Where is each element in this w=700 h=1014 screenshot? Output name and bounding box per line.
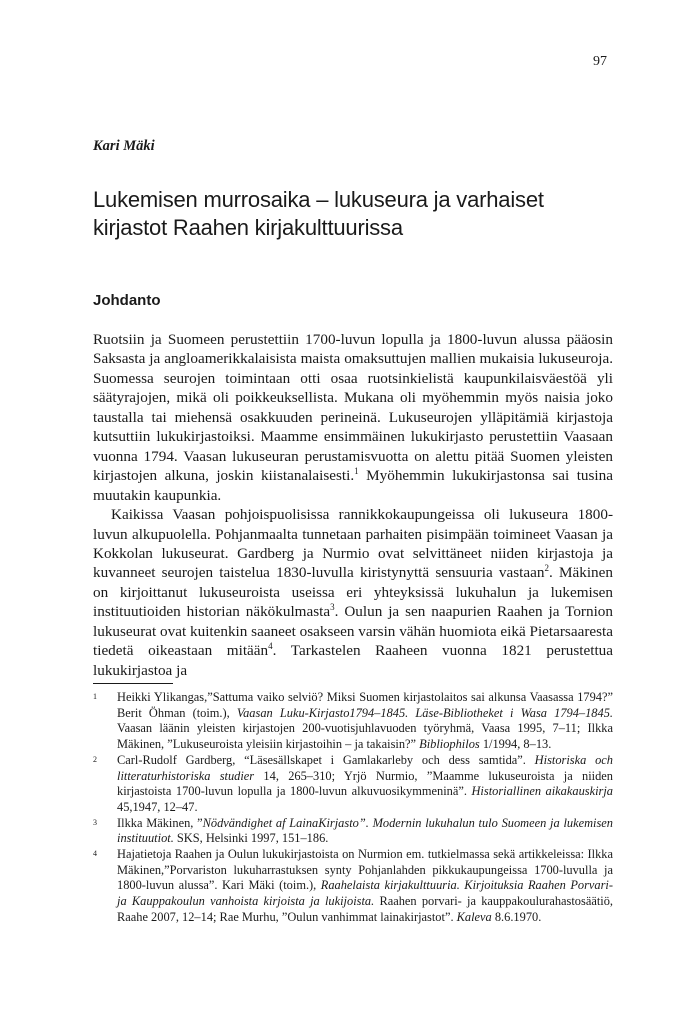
footnote-ref[interactable]: 1: [354, 466, 359, 477]
paragraph-text: . Oulun ja sen naapurien Raahen ja Tornion lukuseurat ovat kuitenkin saaneet osakseen varsin vähän huomiota eikä Pietarsaaresta tiedetä oikeastaan mitään: [93, 603, 613, 660]
footnote-number: 3: [93, 817, 97, 827]
footnote-number: 2: [93, 754, 97, 764]
paragraph-1: [93, 330, 613, 505]
footnote-text: [117, 753, 613, 816]
author-name: Kari Mäki: [93, 138, 155, 154]
footnote-divider: [93, 683, 173, 684]
footnote-text-part: Ilkka Mäkinen, ”: [117, 815, 203, 830]
footnote: [93, 690, 613, 753]
article-title: Lukemisen murrosaika – lukuseura ja varhaiset kirjastot Raahen kirjakulttuurissa: [93, 187, 544, 240]
footnote-text-part: Raahen porvari- ja kauppakoulurahastosäätiö, Raahe 2007, 12–14; Rae Murhu, ”Oulun vanhimmat lainakirjastot”.: [117, 894, 613, 924]
section-heading: Johdanto: [93, 292, 161, 309]
footnote-ref[interactable]: 2: [544, 563, 549, 574]
footnote-text-part: SKS, Helsinki 1997, 151–186.: [173, 831, 329, 846]
footnote-text-part: 8.6.1970.: [491, 909, 542, 924]
footnote-number: 4: [93, 849, 97, 859]
footnote-italic: Raahelaista kirjakulttuuria. Kirjoituksia Raahen Porvari- ja Kauppakoulun vanhoista kirjoista ja lukijoista.: [117, 878, 613, 909]
paragraph-text: . Mäkinen on kirjoittanut lukuseuroista useissa eri yhteyksissä lukuhalun ja lukemisen instituutioiden historian näkökulmasta: [93, 564, 613, 621]
paragraph-text: Kaikissa Vaasan pohjoispuolisissa rannikkokaupungeissa oli lukuseura 1800-luvun alkupuolella. Pohjanmaalta tunnetaan parhaiten pisimpään toimineet Vaasan ja Kokkolan lukuseurat. Gardberg ja Nurmio ovat selvittäneet niiden kirjastoja ja kuvanneet seurojen taistelua 1830-luvulla kiristynyttä sensuuria vastaan: [93, 506, 613, 582]
footnote-italic: Historiska och litteraturhistoriska studier: [117, 752, 613, 783]
footnote-italic: Historiallinen aikakauskirja: [471, 784, 613, 799]
footnote-italic: Kaleva: [456, 909, 492, 924]
footnote-text-part: 14, 265–310; Yrjö Nurmio, ”Maamme lukuseuroista ja niiden kirjastoista 1700-luvun lopulla ja 1800-luvun alkuvuosikymmeninä”.: [117, 768, 613, 799]
footnote-number: 1: [93, 692, 97, 701]
footnote-text: [117, 690, 613, 753]
footnote: [93, 847, 613, 926]
footnote-text-part: 45,1947, 12–47.: [117, 799, 198, 814]
footnote-text-part: Carl-Rudolf Gardberg, “Läsesällskapet i Gamlakarleby och dess samtida”.: [117, 752, 535, 767]
footnote: [93, 816, 613, 847]
footnote: [93, 753, 613, 816]
footnote-text-part: Heikki Ylikangas,”Sattuma vaiko selviö? Miksi Suomen kirjastolaitos sai alkunsa Vaasassa 1794?” Berit Öhman (toim.),: [117, 690, 613, 720]
footnote-italic: Nödvändighet af LainaKirjasto”. Modernin lukuhalun tulo Suomeen ja lukemisen instituutiot.: [117, 815, 613, 846]
footnote-text: [117, 816, 613, 847]
paragraph-text: Myöhemmin lukukirjastonsa sai tusina muutakin kaupunkia.: [93, 467, 613, 504]
footnote-italic: Vaasan Luku-Kirjasto1794–1845. Läse-Bibliotheket i Wasa 1794–1845.: [236, 705, 613, 720]
footnote-ref[interactable]: 3: [330, 602, 335, 613]
footnote-ref[interactable]: 4: [268, 641, 273, 652]
footnote-text-part: Hajatietoja Raahen ja Oulun lukukirjastoista on Nurmion em. tutkielmassa sekä artikkeleissa: Ilkka Mäkinen,”Porvariston lukuharrastuksen synty Pohjanlahden pikkukaupungeissa 1700-luvulla ja 1800-luvun alussa”. Kari Mäki (toim.),: [117, 847, 613, 893]
footnote-italic: Bibliophilos: [419, 737, 480, 752]
footnote-text-part: 1/1994, 8–13.: [479, 737, 552, 752]
footnote-text: [117, 847, 613, 926]
paragraph-text: Ruotsiin ja Suomeen perustettiin 1700-luvun lopulla ja 1800-luvun alussa pääosin Saksasta ja angloamerikkalaisista maista omaksuttujen mallien mukaisia lukuseuroja. Suomessa seurojen toimintaan otti osaa ruotsinkielistä kaupunkilaisväestöä yli säätyrajojen, mikä oli poikkeuksellista. Mukana oli myöhemmin myös naisia joko taustalla tai miehensä osakkuuden perineinä. Lukuseurojen ylläpitämiä kirjastoja kutsuttiin lukukirjastoiksi. Maamme ensimmäinen lukukirjasto perustettiin Vaasaan vuonna 1794. Vaasan lukuseuran perustamisvuotta on alettu pitää Suomen yleisten kirjastojen alkuna, joskin kiistanalaisesti.: [93, 331, 613, 485]
paragraph-text: . Tarkastelen Raaheen vuonna 1821 perustettua lukukirjastoa ja: [93, 642, 614, 679]
body-text: [93, 330, 613, 680]
page-number: 97: [593, 54, 607, 69]
footnote-text-part: Vaasan läänin yleisten kirjastojen 200-vuotisjuhlavuoden työryhmä, Vaasa 1995, 7–11; Ilkka Mäkinen, ”Lukuseuroista yleisiin kirjastoihin – ja takaisin?”: [117, 721, 613, 752]
footnotes: [93, 690, 613, 926]
paragraph-2: [93, 505, 613, 680]
